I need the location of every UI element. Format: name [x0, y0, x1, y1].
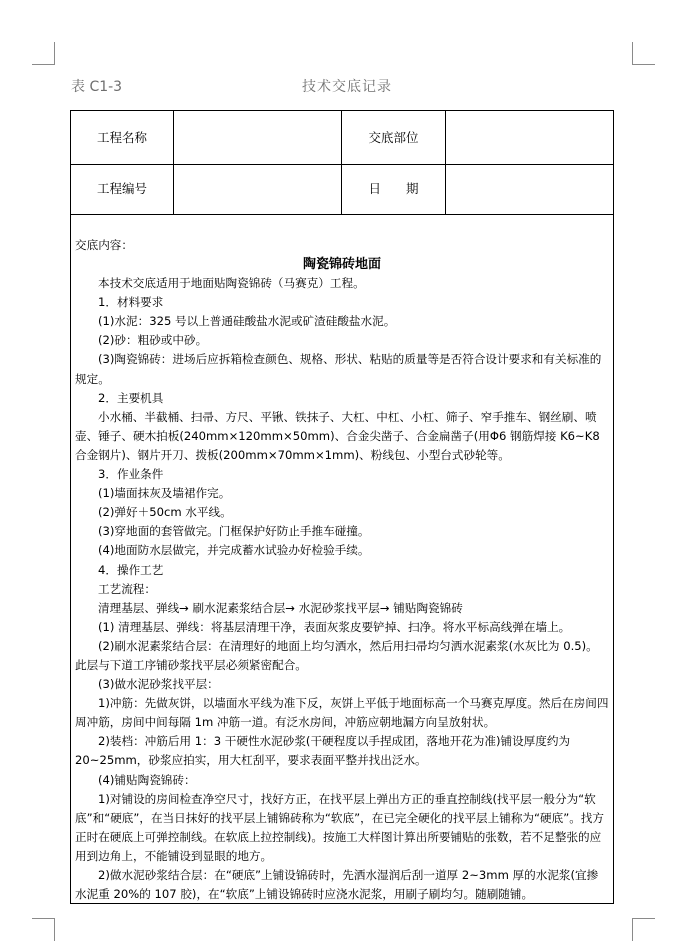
- content-line: (2)弹好＋50cm 水平线。: [98, 505, 232, 520]
- column-divider: [445, 111, 446, 214]
- content-line: (4)铺贴陶瓷锦砖：: [98, 772, 196, 787]
- document-title: 技术交底记录: [302, 79, 392, 95]
- content-line: (3)穿地面的套管做完。门框保护好防止手推车碰撞。: [98, 524, 370, 539]
- content-line: 工艺流程：: [98, 581, 156, 596]
- content-line: 3．作业条件: [98, 467, 164, 482]
- content-line: 1．材料要求: [98, 295, 164, 310]
- content-line: 4．操作工艺: [98, 562, 164, 577]
- content-line: (3)陶瓷锦砖：进场后应拆箱检查颜色、规格、形状、粘贴的质量等是否符合设计要求和有关标准的规定。: [75, 352, 602, 386]
- location-label: 交底部位: [368, 130, 419, 145]
- content-line: (1)墙面抹灰及墙裙作完。: [98, 486, 231, 501]
- project-number-label: 工程编号: [96, 181, 147, 196]
- content-line: 1)对铺设的房间检查净空尺寸，找好方正，在找平层上弹出方正的垂直控制线(找平层一般分为“软底”和“硬底”，在当日抹好的找平层上铺锦砖称为“软底”，在已完全硬化的找平层上铺称为“硬底”。找方正时在硬底上可弹控制线。在软底上拉控制线)。按施工大样图计算出所要铺贴的张数，若不足整张的应用到边角上，不能铺设到显眼的地方。: [75, 791, 604, 863]
- row-divider: [71, 164, 613, 165]
- form-code: 表 C1-3: [71, 79, 123, 95]
- content-heading: 交底内容：: [75, 238, 133, 252]
- content-line: (1) 清理基层、弹线：将基层清理干净，表面灰浆皮要铲掉、扫净。将水平标高线弹在墙上。: [98, 619, 571, 634]
- content-line: 2)做水泥砂浆结合层：在“硬底”上铺设锦砖时，先洒水湿润后刮一道厚 2~3mm 厚的水泥浆(宜掺水泥重 20%的 107 胶)，在“软底”上铺设锦砖时应浇水泥浆，用刷子刷均匀。随刷随铺。: [75, 868, 599, 902]
- disclosure-record-table: [70, 110, 614, 904]
- column-divider: [173, 111, 174, 214]
- content-line: 2．主要机具: [98, 390, 164, 405]
- content-line: 清理基层、弹线→ 刷水泥素浆结合层→ 水泥砂浆找平层→ 铺贴陶瓷锦砖: [98, 600, 463, 615]
- content-line: 2)装档：冲筋后用 1：3 干硬性水泥砂浆(干硬程度以手捏成团，落地开花为准)铺设厚度约为 20~25mm，砂浆应拍实，用大杠刮平，要求表面平整并找出泛水。: [75, 734, 571, 768]
- content-line: 本技术交底适用于地面贴陶瓷锦砖（马赛克）工程。: [98, 276, 365, 291]
- content-line: (4)地面防水层做完，并完成蓄水试验办好检验手续。: [98, 543, 370, 558]
- crop-mark-top-left: [32, 42, 55, 65]
- disclosure-content: [75, 236, 609, 903]
- section-title: 陶瓷锦砖地面: [302, 257, 381, 273]
- crop-mark-top-right: [632, 42, 655, 65]
- content-line: (2)刷水泥素浆结合层：在清理好的地面上均匀洒水，然后用扫帚均匀洒水泥素浆(水灰比为 0.5)。此层与下道工序铺砂浆找平层必须紧密配合。: [75, 638, 598, 672]
- project-name-label: 工程名称: [96, 130, 147, 145]
- row-divider: [71, 214, 613, 215]
- content-line: 1)冲筋：先做灰饼，以墙面水平线为准下反，灰饼上平低于地面标高一个马赛克厚度。然后在房间四周冲筋，房间中间每隔 1m 冲筋一道。有泛水房间，冲筋应朝地漏方向呈放射状。: [75, 696, 609, 730]
- content-line: 小水桶、半截桶、扫帚、方尺、平锹、铁抹子、大杠、中杠、小杠、筛子、窄手推车、钢丝刷、喷壶、锤子、硬木拍板(240mm×120mm×50mm)、合金尖凿子、合金扁凿子(用Φ6 钢筋焊接 K6~K8 合金钢片)、钢片开刀、拨板(200mm×70mm×1mm)、粉线包、小型台式砂轮等。: [75, 409, 600, 462]
- content-line: (1)水泥：325 号以上普通硅酸盐水泥或矿渣硅酸盐水泥。: [98, 314, 396, 329]
- date-label: 日 期: [368, 181, 419, 196]
- content-line: (3)做水泥砂浆找平层：: [98, 677, 219, 692]
- column-divider: [341, 111, 342, 214]
- crop-mark-bottom-left: [32, 918, 55, 941]
- crop-mark-bottom-right: [632, 918, 655, 941]
- content-line: (2)砂：粗砂或中砂。: [98, 333, 208, 348]
